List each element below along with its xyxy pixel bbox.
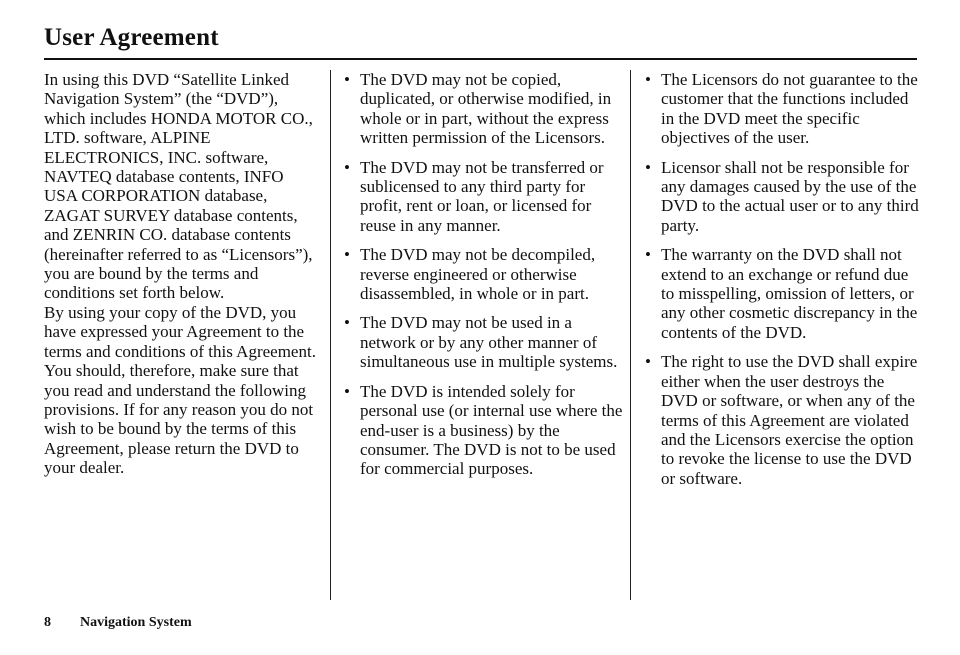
list-item [344,382,624,479]
footer-section-title: Navigation System [80,615,192,630]
agreement-paragraph: By using your copy of the DVD, you have expressed your Agreement to the terms and conditions of this Agreement. You should, therefore, make sure that you read and understand the following provisions. If for any reason you do not wish to be bound by the terms of this Agreement, please return the DVD to your dealer. [44,302,316,478]
list-item [344,313,624,371]
list-item-text: The DVD is intended solely for personal use (or internal use where the end-user is a business) by the consumer. The DVD is not to be used for commercial purposes. [360,381,623,479]
list-item [344,158,624,236]
list-item-text: The DVD may not be copied, duplicated, or otherwise modified, in whole or in part, without the express written permission of the Licensors. [360,70,612,148]
bullet-icon: • [344,313,350,333]
list-item [645,245,925,342]
list-item-text: The DVD may not be decompiled, reverse engineered or otherwise disassembled, in whole or in part. [360,245,596,304]
bullet-icon: • [645,245,651,265]
list-item-text: The right to use the DVD shall expire either when the user destroys the DVD or software, or when any of the terms of this Agreement are violated and the Licensors exercise the option to revoke the license to use the DVD or software. [661,352,918,488]
list-item-text: The DVD may not be transferred or sublicensed to any third party for profit, rent or loan, or licensed for reuse in any manner. [360,157,604,235]
terms-column-middle [344,70,624,489]
bullet-icon: • [645,157,651,177]
page-number: 8 [44,615,51,630]
list-item-text: The warranty on the DVD shall not extend to an exchange or refund due to misspelling, omission of letters, or any other cosmetic discrepancy in the contents of the DVD. [661,245,918,342]
column-divider [630,70,631,600]
list-item-text: The Licensors do not guarantee to the customer that the functions included in the DVD meet the specific objectives of the user. [661,70,918,148]
bullet-icon: • [344,245,350,265]
title-divider [44,58,917,60]
terms-column-right [645,70,925,498]
list-item-text: Licensor shall not be responsible for any damages caused by the use of the DVD to the actual user or to any third party. [661,157,919,235]
intro-column [44,70,319,478]
bullet-icon: • [344,157,350,177]
list-item-text: The DVD may not be used in a network or by any other manner of simultaneous use in multiple systems. [360,313,618,372]
list-item [344,70,624,148]
bullet-icon: • [645,352,651,372]
list-item [645,352,925,488]
bullet-icon: • [344,381,350,401]
list-item [645,70,925,148]
page-title: User Agreement [44,24,219,51]
bullet-icon: • [344,70,350,89]
page-footer [44,615,192,631]
column-divider [330,70,331,600]
bullet-icon: • [645,70,651,89]
list-item [645,158,925,236]
intro-paragraph: In using this DVD “Satellite Linked Navigation System” (the “DVD”), which includes HONDA MOTOR CO., LTD. software, ALPINE ELECTRONICS, INC. software, NAVTEQ database contents, INFO USA CORPORATION database, ZAGAT SURVEY database contents, and ZENRIN CO. database contents (hereinafter referred to as “Licensors”), you are bound by the terms and conditions set forth below. [44,70,313,303]
list-item [344,245,624,303]
